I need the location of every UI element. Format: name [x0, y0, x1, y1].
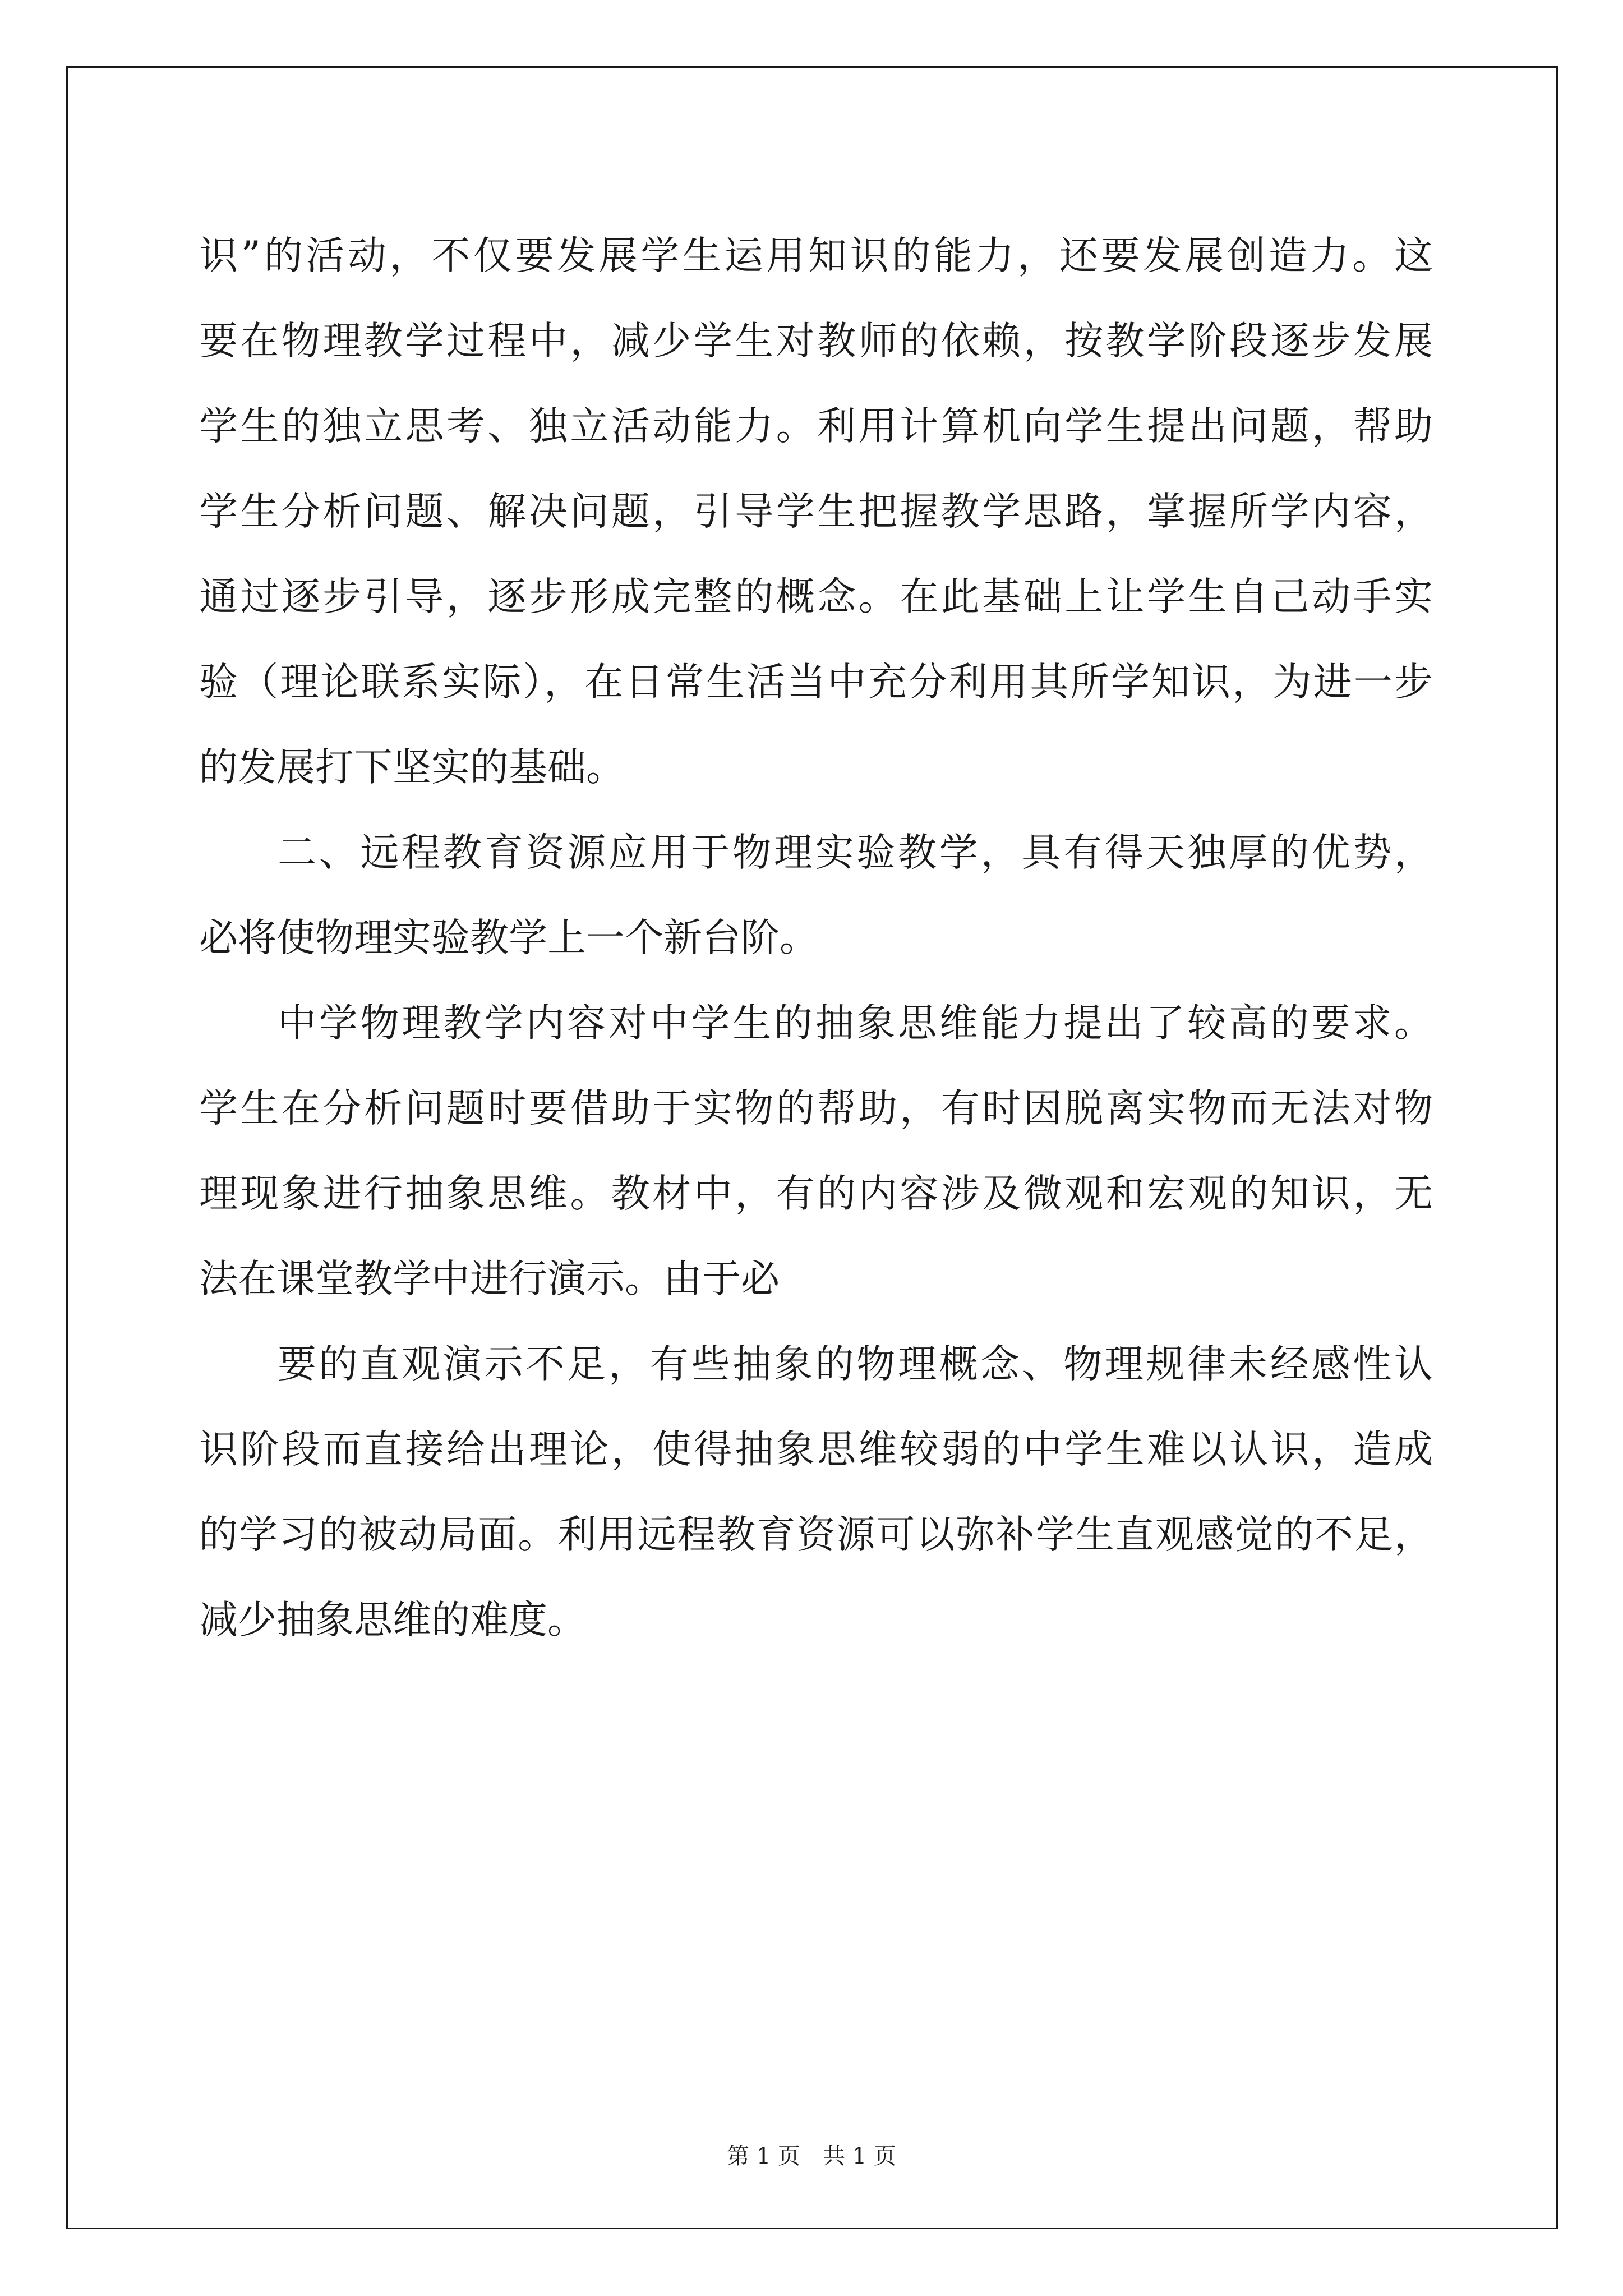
page-footer: 第 1 页 共 1 页: [727, 2143, 896, 2169]
body-line-1: 识”的活动，不仅要发展学生运用知识的能力，还要发展创造力。这: [199, 233, 1433, 278]
body-line-5: 通过逐步引导，逐步形成完整的概念。在此基础上让学生自己动手实: [199, 574, 1433, 619]
body-line-10: 中学物理教学内容对中学生的抽象思维能力提出了较高的要求。: [278, 1001, 1433, 1046]
body-line-13: 法在课堂教学中进行演示。由于必: [199, 1257, 780, 1301]
body-line-7: 的发展打下坚实的基础。: [199, 745, 625, 790]
body-line-6: 验（理论联系实际），在日常生活当中充分利用其所学知识，为进一步: [199, 660, 1433, 705]
body-line-17: 减少抽象思维的难度。: [199, 1598, 586, 1642]
body-line-11: 学生在分析问题时要借助于实物的帮助，有时因脱离实物而无法对物: [199, 1086, 1433, 1131]
body-line-2: 要在物理教学过程中，减少学生对教师的依赖，按教学阶段逐步发展: [199, 319, 1433, 364]
body-line-4: 学生分析问题、解决问题，引导学生把握教学思路，掌握所学内容，: [199, 489, 1433, 534]
body-line-12: 理现象进行抽象思维。教材中，有的内容涉及微观和宏观的知识，无: [199, 1171, 1433, 1216]
body-line-3: 学生的独立思考、独立活动能力。利用计算机向学生提出问题，帮助: [199, 404, 1433, 449]
body-line-16: 的学习的被动局面。利用远程教育资源可以弥补学生直观感觉的不足，: [199, 1512, 1433, 1557]
body-line-8: 二、远程教育资源应用于物理实验教学，具有得天独厚的优势，: [278, 830, 1433, 875]
body-line-15: 识阶段而直接给出理论，使得抽象思维较弱的中学生难以认识，造成: [199, 1427, 1433, 1472]
document-body: [199, 213, 1433, 1663]
body-line-9: 必将使物理实验教学上一个新台阶。: [199, 915, 818, 960]
body-line-14: 要的直观演示不足，有些抽象的物理概念、物理规律未经感性认: [278, 1342, 1433, 1387]
